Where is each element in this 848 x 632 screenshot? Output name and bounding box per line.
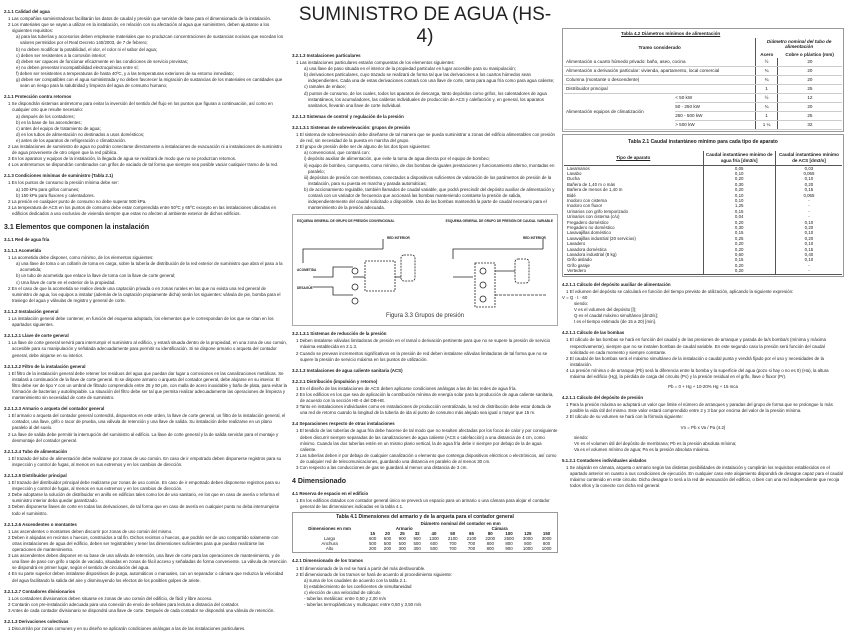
cell: 0,20 bbox=[703, 220, 775, 225]
col-header: 65 bbox=[469, 531, 474, 537]
cell: 0,20 bbox=[775, 225, 842, 230]
camara-label: Cámara bbox=[491, 526, 508, 532]
row-label: Lavadero bbox=[567, 241, 586, 247]
row-head: Dimensiones en mm bbox=[308, 526, 351, 532]
cell: 600 bbox=[383, 536, 392, 542]
figure-grupos-presion bbox=[292, 214, 558, 326]
cell: 900 bbox=[398, 536, 406, 542]
section-heading: 3.2.1.3.1 Sistemas de reducción de la presión bbox=[292, 331, 387, 337]
table-caption: Tabla 2.1 Caudal instantáneo mínimo para cada tipo de aparato bbox=[628, 139, 778, 146]
row-label: Alimentación a cuarto húmedo privado: baño, aseo, cocina bbox=[564, 58, 756, 67]
row-label: Distribuidor principal bbox=[564, 85, 756, 94]
section-heading: 3.2.1.3.1 Sistemas de sobreelevación: grupos de presión bbox=[292, 124, 411, 130]
figure-left-label: ESQUEMA GENERAL DE GRUPO DE PRESIÓN CONVENCIONAL bbox=[297, 219, 395, 224]
cell: 0,20 bbox=[775, 182, 842, 187]
cell: 0,15 bbox=[775, 187, 842, 192]
row-label: Fregadero doméstico bbox=[567, 219, 609, 225]
cell: 25 bbox=[777, 112, 842, 121]
paragraph: a) una llave de paso situada en el interior de la propiedad particular en lugar accesible para su manipulación; bbox=[304, 66, 516, 72]
paragraph: 2 El caudal de las bombas será el máximo simultáneo de la instalación o caudal punta y vendrá fijado por el uso y necesidades de la instalación. bbox=[566, 355, 824, 367]
paragraph: 1 El volumen del depósito se calculará en función del tiempo previsto de utilización, aplicando la siguiente expresión: bbox=[566, 288, 794, 294]
section-heading: 4.2.1.1 Cálculo del depósito auxiliar de alimentación bbox=[562, 281, 671, 287]
paragraph: 2 En los edificios en los que sea de aplicación la contribución mínima de energía solar para la producción de agua caliente sanitaria, de acuerdo con la sección HE-4 del DB-HE. bbox=[296, 392, 554, 404]
column-left bbox=[4, 4, 287, 632]
paragraph: t es el tiempo estimado (de 15 a 20) [min]. bbox=[574, 319, 656, 325]
cell: 900 bbox=[413, 536, 421, 542]
section-heading: 3.2.1.2.5 Distribuidor principal bbox=[4, 473, 67, 478]
cell: 0,10 bbox=[703, 193, 775, 198]
col-header: 150 bbox=[542, 531, 551, 537]
row-label: Lavabo bbox=[567, 170, 582, 176]
paragraph: 2 La presión en cualquier punto de consumo no debe superar 500 kPa. bbox=[8, 198, 147, 204]
section-heading: 4.2.1.1 Cálculo de las bombas bbox=[562, 330, 625, 336]
section-heading: 2.1.1 Protección contra retornos bbox=[4, 94, 72, 100]
cell: 0,10 bbox=[775, 176, 842, 181]
paragraph: 4 Los antirretornos se dispondrán combinados con grifos de vaciado de tal forma que siempre sea posible vaciar cualquier tramo de la red. bbox=[8, 162, 279, 168]
section-heading: 3.2.1.2.1 Llave de corte general bbox=[4, 333, 69, 339]
row-label: 250 - 500 kW bbox=[675, 112, 756, 121]
paragraph: 1 El filtro de la instalación general debe retener los residuos del agua que puedan dar lugar a corrosiones en las canalizaciones metálicas. Se instalará a continuación de la llave de corte general. Si se dispone armario o arqueta del contador general, debe alojarse en su interior. El filtro debe ser de tipo Y con un umbral de filtrado comprendido entre 25 y 50 μm, con malla de acero inoxidable y baño de plata, para evitar la formación de bacterias y autolimpiable. La situación del filtro debe ser tal que permita realizar adecuadamente las operaciones de limpieza y mantenimiento sin necesidad de corte de suministro. bbox=[8, 370, 287, 401]
paragraph: d) deben ser capaces de funcionar eficazmente en las condiciones de servicio previstas; bbox=[16, 58, 189, 64]
cell: 1 ¼ bbox=[756, 121, 777, 130]
paragraph: 1 En los puntos de consumo la presión mínima debe ser: bbox=[8, 180, 119, 186]
paragraph: Va es el volumen mínimo de agua; Pa es la presión absoluta máxima. bbox=[574, 446, 710, 452]
cell: 0,20 bbox=[703, 268, 775, 274]
col-header: 80 bbox=[487, 531, 493, 537]
paragraph: 2 Contarán con pre-instalación adecuada para una conexión de envío de señales para lectura a distancia del contador. bbox=[8, 601, 240, 607]
paragraph: - tuberías metálicas: entre 0,50 y 2,00 m/s bbox=[304, 595, 386, 601]
cell: 1000 bbox=[541, 546, 552, 552]
paragraph: V = Q · t · 60 bbox=[562, 294, 588, 300]
paragraph: V es el volumen del depósito [l]; bbox=[574, 307, 636, 313]
paragraph: b) en la base de los ascendentes; bbox=[16, 119, 82, 125]
cell: 700 bbox=[449, 546, 457, 552]
cell: 0,10 bbox=[775, 230, 842, 235]
section-heading: 3.1.1.2 Instalación general bbox=[4, 308, 59, 314]
cell: 800 bbox=[542, 541, 551, 547]
table-row bbox=[294, 546, 556, 551]
cell: 20 bbox=[777, 67, 842, 76]
paragraph: c) Una llave de corte en el exterior de la propiedad. bbox=[16, 279, 116, 285]
cell: 0,25 bbox=[703, 236, 775, 241]
col-acs: Caudal instantáneo mínimo de ACS [dm3/s] bbox=[775, 151, 842, 165]
paragraph: siendo: bbox=[574, 300, 589, 306]
paragraph: a) una llave de toma o un collarín de toma en carga, sobre la tubería de distribución de la red exterior de suministro que abra el paso a la acometida; bbox=[16, 261, 283, 273]
group-label: Alimentación equipos de climatización bbox=[564, 94, 675, 130]
figure-out-label: RED INTERIOR bbox=[387, 236, 410, 241]
row-label: Ducha bbox=[567, 176, 580, 182]
table-row bbox=[564, 268, 842, 274]
col-tramo: Tramo considerado bbox=[638, 45, 681, 51]
figure-in-label: DESAGÜE bbox=[297, 286, 313, 291]
paragraph: 2 Los materiales que se vayan a utilizar en la instalación, en relación con su afectación al agua que suministren, deben ajustarse a los siguientes requisitos: bbox=[8, 22, 270, 34]
section-heading: 3.1.1 Red de agua fría bbox=[4, 237, 50, 242]
cell: 0,10 bbox=[775, 220, 842, 225]
col-tipo: Tipo de aparato bbox=[616, 155, 651, 161]
table-2-1 bbox=[562, 134, 844, 276]
section-heading: 3.4 Separaciones respecto de otras instalaciones bbox=[292, 421, 395, 427]
cell: 0,15 bbox=[703, 257, 775, 262]
cell: 1,25 bbox=[703, 203, 775, 208]
paragraph: 3 En los aparatos y equipos de la instalación, la llegada de agua se realizará de modo que no se produzcan retornos. bbox=[8, 156, 237, 162]
section-heading: 3.2.1.3 Sistemas de control y regulación de la presión bbox=[292, 113, 404, 119]
paragraph: 2 El dimensionado de los tramos se hará de acuerdo al procedimiento siguiente: bbox=[296, 571, 453, 577]
cell: 800 bbox=[524, 541, 532, 547]
cell: 300 bbox=[398, 546, 406, 552]
paragraph: 2 Debe adoptarse la solución de distribuidor en anillo en edificios tales como los de uso sanitario, en los que en caso de avería o reforma el suministro interior deba quedar garantizado. bbox=[8, 492, 280, 504]
paragraph: 4 La presión mínima o de arranque (Pb) será la diferencia entre la bomba y la superficie del agua (pozo si hay o no es 0) (Ha), la altura máxima del edificio (Hg), la pérdida de carga del circuito (Pc) y la presión residual en el grifo, llave o fluxor (Pr). bbox=[566, 367, 829, 379]
paragraph: 1 Se alojarán en cámara, arqueta o armario según las distintas posibilidades de instalación y cumplirán los requisitos establecidos en el apartado anterior en cuanto a sus condiciones de ejecución. En cualquier caso este alojamiento dispondrá de desagüe capaz para el caudal máximo contenido en este circuito. Dicho desagüe lo será a la red de evacuación del edificio, o bien con una red independiente que recoja todos ellos y la conecte con dicha red general. bbox=[566, 465, 843, 489]
paragraph: d) puntos de consumo, de los cuales, todos los aparatos de descarga, tanto depósitos como grifos, los calentadores de agua instantáneos, los acumuladores, las calderas individuales de producción de ACS y calefacción y, en general, los aparatos sanitarios, llevarán una llave de corte individual. bbox=[304, 90, 547, 108]
col-group: Diámetro nominal del tubo de alimentación bbox=[756, 38, 842, 51]
section-instalaciones-particulares bbox=[292, 53, 558, 211]
paragraph: 1 La acometida debe disponer, como mínimo, de los elementos siguientes: bbox=[8, 255, 154, 261]
section-heading: 3.2.1.2.4 Tubo de alimentación bbox=[4, 448, 68, 454]
cell: - bbox=[775, 263, 842, 268]
cell: 600 bbox=[368, 536, 377, 542]
paragraph: 2 Cuando se prevean incrementos significativos en la presión de red deben instalarse válvulas limitadoras de tal forma que no se supere la presión de servicio máxima en los puntos de utilización. bbox=[296, 350, 548, 362]
paragraph: 1 El armario o arqueta del contador general contendrá, dispuestos en este orden, la llave de corte general, un filtro de la instalación general, el contador, una llave, grifo o racor de prueba, una válvula de retención y una llave de salida. Su instalación debe realizarse en un plano paralelo al del suelo. bbox=[8, 413, 286, 431]
paragraph: 2 La llave de salida debe permitir la interrupción del suministro al edificio. La llave de corte general y la de salida servirán para el montaje y desmontaje del contador general. bbox=[8, 431, 279, 443]
paragraph: b) derivaciones particulares, cuyo trazado se realizará de forma tal que las derivaciones a los cuartos húmedos sean independientes. Cada una de estas derivaciones contará con una llave de corte, tanto para agua fría como para agua caliente; bbox=[304, 72, 555, 84]
col-header: 50 bbox=[450, 531, 456, 537]
cell: 0,20 bbox=[703, 176, 775, 181]
row-label: Fregadero no doméstico bbox=[567, 225, 615, 231]
paragraph: 1 El dimensionado de la red se hará a partir del más desfavorable. bbox=[296, 565, 426, 571]
cell: 0,30 bbox=[703, 182, 775, 187]
paragraph: e) no deben presentar incompatibilidad electroquímica entre sí; bbox=[16, 64, 139, 70]
paragraph: a) suma de los caudales de acuerdo con la tabla 2.1. bbox=[304, 577, 408, 583]
row-label: Lavadora industrial (8 kg) bbox=[567, 252, 617, 258]
paragraph: e) antes de los aparatos de refrigeración o climatización. bbox=[16, 137, 127, 143]
armario-label: Armario bbox=[395, 526, 413, 532]
paragraph: a) para las tuberías y accesorios deben emplearse materiales que no produzcan concentraciones de sustancias nocivas que excedan los valores permitidos por el Real Decreto 140/2003, de 7 de febrero; bbox=[16, 34, 284, 46]
section-heading: 3.1.1.1 Acometida bbox=[4, 248, 41, 254]
paragraph: d) en los tubos de alimentación no destinados a usos domésticos; bbox=[16, 131, 145, 137]
row-label: Lavadora doméstica bbox=[567, 246, 607, 252]
paragraph: b) de accionamiento regulable, también llamados de caudal variable, que podrá prescindir del depósito auxiliar de alimentación y contará con un variador de frecuencia que accionará las bombas manteniendo constante la presión de salida, independientemente del caudal solicitado o disponible. Una de las bombas mantendrá la parte de caudal necesario para el mantenimiento de la presión adecuada. bbox=[304, 186, 555, 211]
paragraph: c) antes del equipo de tratamiento de agua; bbox=[16, 125, 101, 131]
cell: 12 bbox=[777, 94, 842, 103]
section-heading: 2.1.1 Calidad del agua bbox=[4, 9, 50, 14]
paragraph: c) ramales de enlace; bbox=[304, 84, 346, 90]
col-acero: Acero bbox=[756, 51, 777, 59]
paragraph: 2 Las instalaciones de suministro de agua no podrán conectarse directamente a instalaciones de evacuación ni a instalaciones de suministro de agua proveniente de otro origen que la red pública. bbox=[8, 143, 283, 156]
paragraph: 1 La instalación general debe contener, en función del esquema adoptado, los elementos que le correspondan de los que se citan en los apartados siguientes. bbox=[8, 316, 274, 328]
table-row bbox=[564, 94, 842, 103]
cell: 700 bbox=[467, 541, 476, 547]
cell: 0,30 bbox=[703, 225, 775, 230]
paragraph: Vn es el volumen útil del depósito de membrana; Pb es la presión absoluta mínima; bbox=[574, 440, 737, 446]
row-label: Lavavajillas industrial (20 servicios) bbox=[567, 235, 636, 241]
section-heading: 3.2.2.1 Distribución (impulsión y retorno) bbox=[292, 378, 378, 384]
cell: 1000 bbox=[522, 546, 533, 552]
cell: 0,20 bbox=[703, 187, 775, 192]
cell: 500 bbox=[368, 541, 377, 547]
paragraph: Q es el caudal máximo simultáneo [dm3/s]; bbox=[574, 313, 658, 319]
paragraph: 2 En el caso de que la acometida se realice desde una captación privada o en zonas rurales en las que no exista una red general de suministro de agua, los equipos a instalar (además de la captación propiamente dicha) serán los siguientes: válvula de pie, bomba para el trasiego del agua y válvulas de registro y general de corte. bbox=[8, 285, 281, 303]
col-fria: Caudal instantáneo mínimo de agua fría [dm3/s] bbox=[703, 151, 775, 165]
table-row bbox=[564, 76, 842, 85]
cell: 800 bbox=[505, 541, 513, 547]
cell: 20 bbox=[777, 58, 842, 67]
figure-right-label: ESQUEMA GENERAL DE GRUPO DE PRESIÓN DE CAUDAL VARIABLE bbox=[445, 219, 553, 224]
paragraph: b) un tubo de acometida que enlace la llave de toma con la llave de corte general; bbox=[16, 273, 176, 279]
row-label: Bañera de menos de 1,40 m bbox=[567, 187, 623, 193]
cell: 20 bbox=[777, 76, 842, 85]
paragraph: 1 Deben instalarse válvulas limitadoras de presión en el ramal o derivación pertinente para que no se supere la presión de servicio máxima establecida en 2.1.3. bbox=[296, 338, 551, 350]
row-label: Lavamanos bbox=[567, 165, 590, 171]
paragraph: 1 El trazado del tubo de alimentación debe realizarse por zonas de uso común. En caso de ir empotrado deben disponerse registros para su inspección y control de fugas, al menos en sus extremos y en los cambios de dirección. bbox=[8, 455, 282, 467]
paragraph: 2 El grupo de presión debe ser de alguno de los dos tipos siguientes: bbox=[296, 144, 431, 150]
col-header: 125 bbox=[524, 531, 532, 537]
paragraph: 1 Las instalaciones particulares estarán compuestas de los elementos siguientes: bbox=[296, 60, 455, 66]
row-label: Urinarios con grifo temporizado bbox=[567, 208, 629, 214]
paragraph: c) elección de una velocidad de cálculo bbox=[304, 589, 381, 595]
cell: 2500 bbox=[504, 536, 514, 542]
paragraph: Pb = 0 + Hg + 10-20% Hg + 15 mca bbox=[668, 384, 738, 390]
paragraph: b) 150 kPa para fluxores y calentadores. bbox=[16, 192, 95, 198]
cell: 0,065 bbox=[775, 193, 842, 198]
section-heading: 3.2.1.3 Instalaciones particulares bbox=[292, 53, 361, 58]
cell: ¾ bbox=[756, 76, 777, 85]
row-label: 50 - 250 kW bbox=[675, 103, 756, 112]
row-label: Lavavajillas doméstico bbox=[567, 230, 611, 236]
table-caption: Tabla 4.1 Dimensiones del armario y de la arqueta para el contador general bbox=[336, 514, 514, 521]
cell: 25 bbox=[777, 85, 842, 94]
column-middle bbox=[292, 4, 558, 608]
cell: 0,10 bbox=[703, 198, 775, 203]
paragraph: 2 El cálculo de su volumen se hará con la fórmula siguiente: bbox=[566, 414, 683, 420]
col-header: 100 bbox=[505, 531, 513, 537]
paragraph: c) deben ser resistentes a la corrosión interior; bbox=[16, 52, 107, 58]
paragraph: 3 Con respecto a las conducciones de gas se guardará al menos una distancia de 3 cm. bbox=[296, 465, 468, 471]
row-label: Grifo aislado bbox=[567, 257, 592, 263]
paragraph: - tuberías termoplásticas y multicapas: entre 0,50 y 3,50 m/s bbox=[304, 602, 422, 608]
cell: 3000 bbox=[541, 536, 552, 542]
paragraph: 2 Deben ir alojadas en recintos o huecos, construidos a tal fin. Dichos recintos o huecos, que podrán ser de uso compartido solamente con otras instalaciones de agua del edificio, deben ser registrables y tener las dimensiones suficientes para que puedan realizarse las operaciones de mantenimiento. bbox=[8, 534, 279, 553]
cell: 0,03 bbox=[775, 165, 842, 171]
cell: 0,20 bbox=[703, 241, 775, 246]
row-label: Grifo garaje bbox=[567, 262, 590, 268]
cell: 0,04 bbox=[703, 214, 775, 219]
cell: 0,10 bbox=[703, 171, 775, 176]
section-heading: 3.1 Elementos que componen la instalación bbox=[4, 224, 150, 231]
section-heading: 5.1.2.1 Contadores individuales aislados bbox=[562, 457, 647, 463]
row-label: Vertedero bbox=[567, 268, 587, 274]
section-heading: 4.2.1 Dimensionado de los tramos bbox=[292, 558, 364, 564]
cell: 1 bbox=[756, 112, 777, 121]
row-label: Urinarios con cisterna (c/u) bbox=[567, 214, 620, 220]
table-row bbox=[564, 67, 842, 76]
column-right bbox=[562, 26, 844, 489]
cell: 0,15 bbox=[703, 230, 775, 235]
row-label: < 50 kW bbox=[675, 94, 756, 103]
row-label: Inodoro con cisterna bbox=[567, 198, 607, 203]
row-label: Bañera de 1,40 m o más bbox=[567, 181, 616, 187]
cell: 0,60 bbox=[703, 252, 775, 257]
cell: 0,05 bbox=[703, 165, 775, 171]
row-label: Alimentación a derivación particular: vivienda, apartamento, local comercial bbox=[564, 67, 756, 76]
cell: 2100 bbox=[466, 536, 477, 542]
cell: 800 bbox=[486, 541, 494, 547]
col-header: 15 bbox=[370, 531, 376, 537]
paragraph: 1 Para la presión máxima se adoptará un valor que limite el número de arranques y paradas del grupo de forma que se prolongue lo más posible la vida útil del mismo. Este valor estará comprendido entre 2 y 3 bar por encima del valor de la presión mínima. bbox=[566, 402, 833, 414]
paragraph: 2 Las tuberías deben ir por debajo de cualquier canalización o elemento que contenga dispositivos eléctricos o electrónicos, así como de cualquier red de telecomunicaciones, guardando una distancia en paralelo de al menos 30 cm. bbox=[296, 452, 557, 464]
paragraph: a) convencional, que contará con: bbox=[304, 150, 370, 156]
cell: 300 bbox=[413, 546, 421, 552]
cell: 0,065 bbox=[775, 171, 842, 176]
row-label: Largo bbox=[323, 536, 336, 542]
section-reduccion-presion bbox=[292, 331, 558, 510]
paragraph: 1 Las ascendentes o montantes deben discurrir por zonas de uso común del mismo. bbox=[8, 528, 173, 534]
cell: 700 bbox=[449, 541, 457, 547]
paragraph: 1 Se dispondrán sistemas antirretorno para evitar la inversión del sentido del flujo en los puntos que figuran a continuación, así como en cualquier otro que resulte necesario: bbox=[8, 101, 273, 113]
col-header: 40 bbox=[431, 531, 437, 537]
row-label: > 500 kW bbox=[675, 121, 756, 130]
cell: 0,20 bbox=[703, 247, 775, 252]
paragraph: 1 Los contadores divisionarios deben situarse en zonas de uso común del edificio, de fácil y libre acceso. bbox=[8, 595, 213, 601]
cell: ½ bbox=[756, 58, 777, 67]
cell: 3000 bbox=[522, 536, 533, 542]
diam-label: Diámetro nominal del contador en mm bbox=[420, 521, 501, 527]
cell: ¾ bbox=[756, 67, 777, 76]
paragraph: 1 La llave de corte general servirá para interrumpir el suministro al edificio, y estará situada dentro de la propiedad, en una zona de uso común, accesible para su manipulación y señalada adecuadamente para permitir su identificación. Si se dispone armario o arqueta del contador general, debe alojarse en su interior. bbox=[8, 340, 287, 358]
paragraph: 1 En el diseño de las instalaciones de ACS deben aplicarse condiciones análogas a las de las redes de agua fría. bbox=[296, 385, 517, 391]
paragraph: 1 El cálculo de las bombas se hará en función del caudal y de las presiones de arranque y parada de la/s bomba/s (mínima y máxima respectivamente), siempre que no se instalen bombas de caudal variable. En este segundo caso la presión será función del caudal solicitado en cada momento y siempre constante. bbox=[566, 337, 826, 355]
cell: - bbox=[775, 203, 842, 208]
paragraph: 4 En su parte superior deben instalarse dispositivos de purga, automáticos o manuales, con un separador o cámara que reduzca la velocidad del agua facilitando la salida del aire y disminuyendo los efectos de los posibles golpes de ariete. bbox=[8, 571, 284, 583]
paragraph: Vn = Pb x Va / Pa (4.2) bbox=[680, 424, 726, 430]
paragraph: g) deben ser compatibles con el agua suministrada y no deben favorecer la migración de sustancias de los materiales en cantidades que sean un riesgo para la salubridad y limpieza del agua de consumo humano; bbox=[16, 77, 283, 89]
cell: - bbox=[775, 268, 842, 274]
cell: 200 bbox=[383, 546, 392, 552]
col-header: 25 bbox=[399, 531, 405, 537]
table-row bbox=[564, 58, 842, 67]
section-heading: 3.2.1.3 Instalaciones de agua caliente sanitaria (ACS) bbox=[292, 367, 403, 373]
paragraph: 3 Antes de cada contador divisionario se dispondrá una llave de corte. Después de cada contador se dispondrá una válvula de retención. bbox=[8, 607, 275, 613]
paragraph: f) deben ser resistentes a temperaturas de hasta 40ºC, y a las temperaturas exteriores de su entorno inmediato; bbox=[16, 70, 234, 76]
paragraph: 3 Tanto en instalaciones individuales como en instalaciones de producción centralizada, la red de distribución debe estar dotada de una red de retorno cuando la longitud de la tubería de ida al punto de consumo más alejado sea igual o mayor que 15 m. bbox=[296, 404, 552, 416]
cell: 900 bbox=[505, 546, 513, 552]
figure-caption: Figura 3.3 Grupos de presión bbox=[385, 313, 465, 320]
section-heading: 3.2.1.3 Derivaciones colectivas bbox=[4, 618, 69, 624]
cell: 500 bbox=[383, 541, 392, 547]
cell: - bbox=[775, 214, 842, 219]
cell: 1 bbox=[756, 85, 777, 94]
cell: 600 bbox=[430, 541, 438, 547]
cell: 0,20 bbox=[703, 263, 775, 268]
cell: 2200 bbox=[485, 536, 496, 542]
section-heading: 4.2.1.1 Cálculo del depósito de presión bbox=[562, 395, 644, 401]
cell: 0,20 bbox=[775, 236, 842, 241]
section-heading: 3.2.1.2.3 Armario o arqueta del contador general bbox=[4, 406, 105, 412]
pressure-group-diagram bbox=[293, 215, 557, 325]
table-4-1 bbox=[292, 512, 558, 553]
col-header: 32 bbox=[414, 531, 420, 537]
paragraph: siendo: bbox=[574, 434, 589, 440]
cell: 500 bbox=[430, 546, 438, 552]
paragraph: 1 El sistema de sobreelevación debe diseñarse de tal manera que se pueda suministrar a zonas del edificio alimentables con presión de red, sin necesidad de la puesta en marcha del grupo. bbox=[296, 132, 555, 144]
cell: 0,15 bbox=[703, 209, 775, 214]
cell: 500 bbox=[413, 541, 421, 547]
paragraph: 3 Las ascendentes deben disponer en su base de una válvula de retención, una llave de corte para las operaciones de mantenimiento, y de una llave de paso con grifo o tapón de vaciado, situadas en zonas de fácil acceso y señaladas de forma conveniente. La válvula de retención se dispondrá en primer lugar, según el sentido de circulación del agua. bbox=[8, 553, 287, 571]
paragraph: b) no deben modificar la potabilidad, el olor, el color ni el sabor del agua; bbox=[16, 46, 158, 52]
row-label: Anchura bbox=[321, 541, 338, 547]
cell: 1300 bbox=[429, 536, 439, 542]
cell: - bbox=[775, 198, 842, 203]
section-heading: 3.2.1.2.2 Filtro de la instalación general bbox=[4, 363, 86, 369]
figure-out-label: RED INTERIOR bbox=[523, 236, 546, 241]
cell: 500 bbox=[398, 541, 406, 547]
figure-in-label: ACOMETIDA bbox=[297, 268, 317, 273]
cell: 0,10 bbox=[775, 241, 842, 246]
table-caption: Tabla 4.2 Diámetros mínimos de alimentación bbox=[621, 31, 721, 36]
section-heading: 4.1 Reserva de espacio en el edificio bbox=[292, 491, 369, 497]
section-dimensionado-tramos bbox=[292, 558, 558, 608]
row-label: Inodoro con fluxor bbox=[567, 203, 603, 209]
paragraph: a) 100 kPa para grifos comunes; bbox=[16, 186, 80, 192]
cell: - bbox=[775, 209, 842, 214]
section-heading: 3.2.1.2.7 Contadores divisionarios bbox=[4, 588, 76, 594]
page-title: SUMINISTRO DE AGUA (HS-4) bbox=[298, 4, 552, 47]
paragraph: 1 Discurrirán por zonas comunes y en su diseño se aplicarán condiciones análogas a las de las instalaciones particulares. bbox=[8, 626, 246, 632]
cell: ½ bbox=[756, 94, 777, 103]
paragraph: a) después de los contadores; bbox=[16, 113, 75, 119]
cell: 2100 bbox=[447, 536, 458, 542]
paragraph: 1 El tendido de las tuberías de agua fría debe hacerse de tal modo que no resulten afectadas por los focos de calor y por consiguiente deben discurrir siempre separadas de las canalizaciones de agua caliente (ACS o calefacción) a una distancia de 4 cm, como mínimo. Cuando las dos tuberías estén en un mismo plano vertical, la de agua fría debe ir siempre por debajo de la de agua caliente. bbox=[296, 428, 558, 452]
col-header: 20 bbox=[385, 531, 390, 537]
cell: 0,40 bbox=[775, 252, 842, 257]
row-label: Alto bbox=[325, 546, 334, 552]
cell: 800 bbox=[486, 546, 494, 552]
paragraph: ii) equipo de bombeo, compuesto, como mínimo, de dos bombas de iguales prestaciones y funcionamiento alterno, montadas en paralelo; bbox=[304, 162, 555, 174]
row-label: Bidé bbox=[567, 192, 576, 198]
cell: 0,10 bbox=[775, 257, 842, 262]
cell: ¾ bbox=[756, 103, 777, 112]
paragraph: i) depósito auxiliar de alimentación, que evite la toma de agua directa por el equipo de bombeo; bbox=[304, 156, 490, 162]
cell: 0,15 bbox=[775, 247, 842, 252]
table-4-2 bbox=[562, 28, 844, 132]
paragraph: 3 Deben disponerse llaves de corte en todas las derivaciones, de tal forma que en caso de avería en cualquier punto no deba interrumpirse todo el suministro. bbox=[8, 504, 280, 516]
col-cobre: Cobre o plástico (mm) bbox=[785, 51, 834, 57]
cell: 200 bbox=[368, 546, 377, 552]
paragraph: iii) depósitos de presión con membrana, conectados a dispositivos suficientes de valoración de los parámetros de presión de la instalación, para su puesta en marcha y parada automáticas; bbox=[304, 174, 552, 186]
section-heading: 2.1.3 Condiciones mínimas de suministro (Tabla 2.1) bbox=[4, 173, 113, 179]
cell: 20 bbox=[777, 103, 842, 112]
section-heading: 3.2.1.2.6 Ascendentes o montantes bbox=[4, 521, 77, 527]
paragraph: 1 El trazado del distribuidor principal debe realizarse por zonas de uso común. En caso de ir empotrado deben disponerse registros para su inspección y control de fugas, al menos en sus extremos y en los cambios de dirección. bbox=[8, 480, 280, 492]
row-label: Columna (montante o descendente) bbox=[564, 76, 756, 85]
cell: 700 bbox=[467, 546, 476, 552]
paragraph: 3 La temperatura de ACS en los puntos de consumo debe estar comprendida entre 50ºC y 65ºC excepto en las instalaciones ubicadas en edificios dedicados a uso exclusivo de vivienda siempre que estas no afecten al ambiente exterior de dichos edificios. bbox=[8, 204, 277, 216]
table-row bbox=[564, 85, 842, 94]
section-heading: 4 Dimensionado bbox=[292, 478, 347, 486]
paragraph: b) establecimiento de los coeficientes de simultaneidad bbox=[304, 583, 412, 589]
paragraph: 1 En los edificios dotados con contador general único se preverá un espacio para un armario o una cámara para alojar el contador general de las dimensiones indicadas en la tabla 4.1. bbox=[296, 498, 550, 510]
section-calculos bbox=[562, 282, 844, 490]
cell: 32 bbox=[777, 121, 842, 130]
paragraph: 1 Las compañías suministradoras facilitarán los datos de caudal y presión que servirán de base para el dimensionado de la instalación. bbox=[8, 16, 272, 22]
